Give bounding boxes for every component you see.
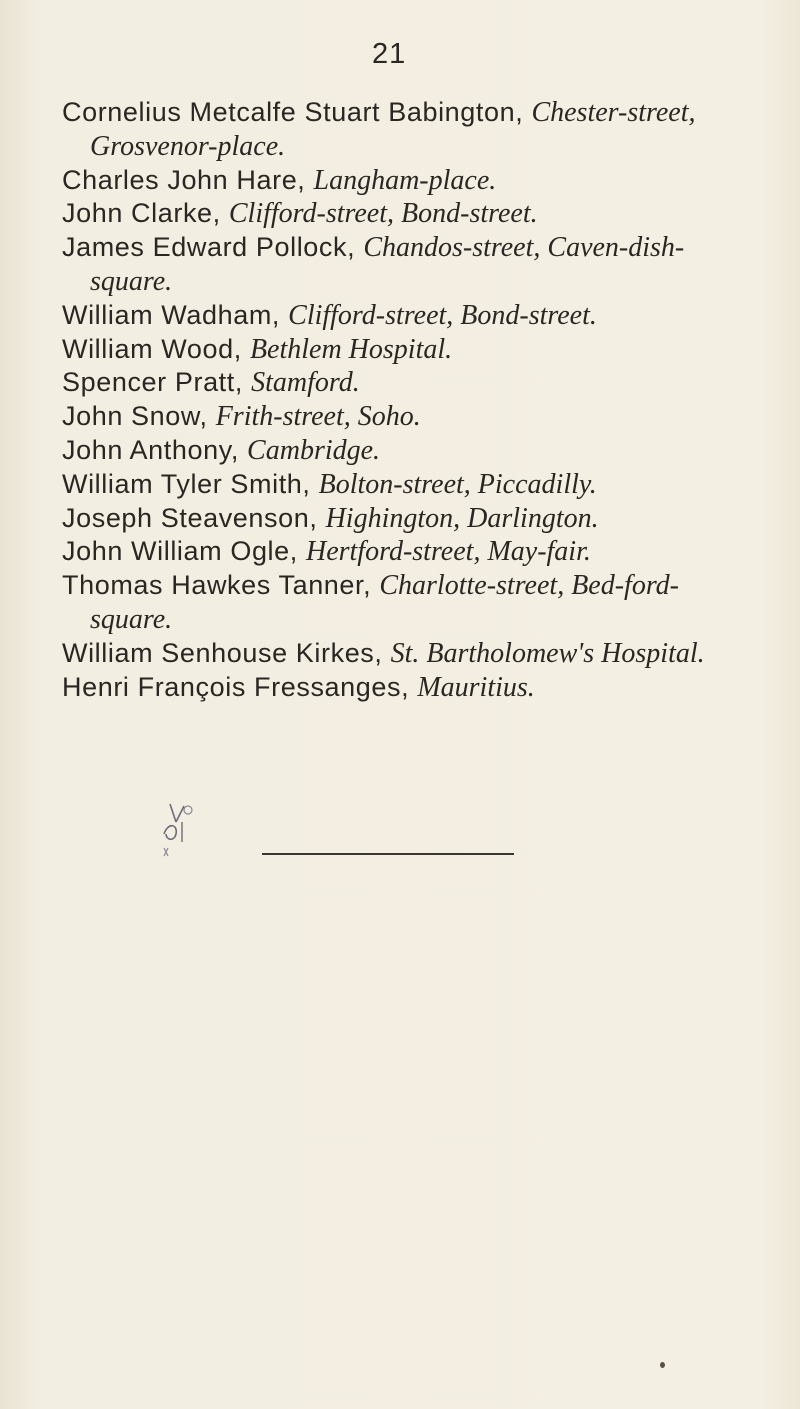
entry-name: John Clarke, (62, 198, 229, 229)
entry-address: St. Bartholomew's Hospital. (390, 637, 705, 669)
entry-name: John Anthony, (62, 434, 248, 465)
entry-name: John William Ogle, (62, 536, 306, 567)
list-entry (62, 671, 742, 705)
entry-name: Henri François Fressanges, (62, 671, 418, 702)
entry-name: William Wadham, (62, 299, 289, 330)
list-entry (62, 231, 742, 299)
entry-address: Clifford-street, Bond-street. (228, 198, 538, 230)
list-entry (62, 468, 742, 502)
list-entry (62, 299, 742, 333)
entry-address: Chandos-street, Caven-dish-square. (90, 232, 685, 297)
entry-address: Frith-street, Soho. (215, 401, 421, 433)
entry-address: Cambridge. (247, 434, 381, 466)
entry-name: Cornelius Metcalfe Stuart Babington, (62, 97, 532, 127)
closing-rule (262, 853, 514, 855)
entry-address: Stamford. (251, 367, 360, 399)
entry-name: Charles John Hare, (62, 164, 314, 195)
list-entry (62, 366, 742, 400)
list-entry (62, 197, 742, 231)
entry-name: Joseph Steavenson, (62, 502, 326, 533)
entry-name: James Edward Pollock, (62, 232, 364, 263)
entry-name: Spencer Pratt, (62, 367, 252, 398)
entry-address: Hertford-street, May-fair. (305, 536, 591, 568)
entry-name: William Tyler Smith, (62, 468, 319, 499)
list-entry (62, 164, 742, 198)
list-entry (62, 502, 742, 536)
entry-address: Chester-street, Grosvenor-place. (90, 97, 696, 162)
entry-name: William Senhouse Kirkes, (62, 637, 391, 668)
entry-name: Thomas Hawkes Tanner, (62, 570, 380, 601)
page-number: 21 (372, 38, 407, 70)
entry-address: Highington, Darlington. (325, 502, 599, 534)
member-list (62, 96, 742, 704)
list-entry (62, 535, 742, 569)
list-entry (62, 400, 742, 434)
list-entry (62, 333, 742, 367)
entry-address: Charlotte-street, Bed-ford-square. (90, 570, 680, 635)
entry-address: Mauritius. (417, 671, 535, 703)
entry-name: John Snow, (62, 401, 216, 432)
list-entry (62, 434, 742, 468)
entry-address: Bethlem Hospital. (249, 333, 453, 365)
ink-dot (660, 1362, 665, 1368)
list-entry (62, 96, 742, 164)
entry-name: William Wood, (62, 333, 250, 364)
entry-address: Langham-place. (313, 164, 497, 196)
list-entry (62, 637, 742, 671)
entry-address: Clifford-street, Bond-street. (288, 299, 597, 331)
handwritten-mark (154, 800, 214, 860)
list-entry (62, 569, 742, 637)
entry-address: Bolton-street, Piccadilly. (318, 468, 597, 500)
